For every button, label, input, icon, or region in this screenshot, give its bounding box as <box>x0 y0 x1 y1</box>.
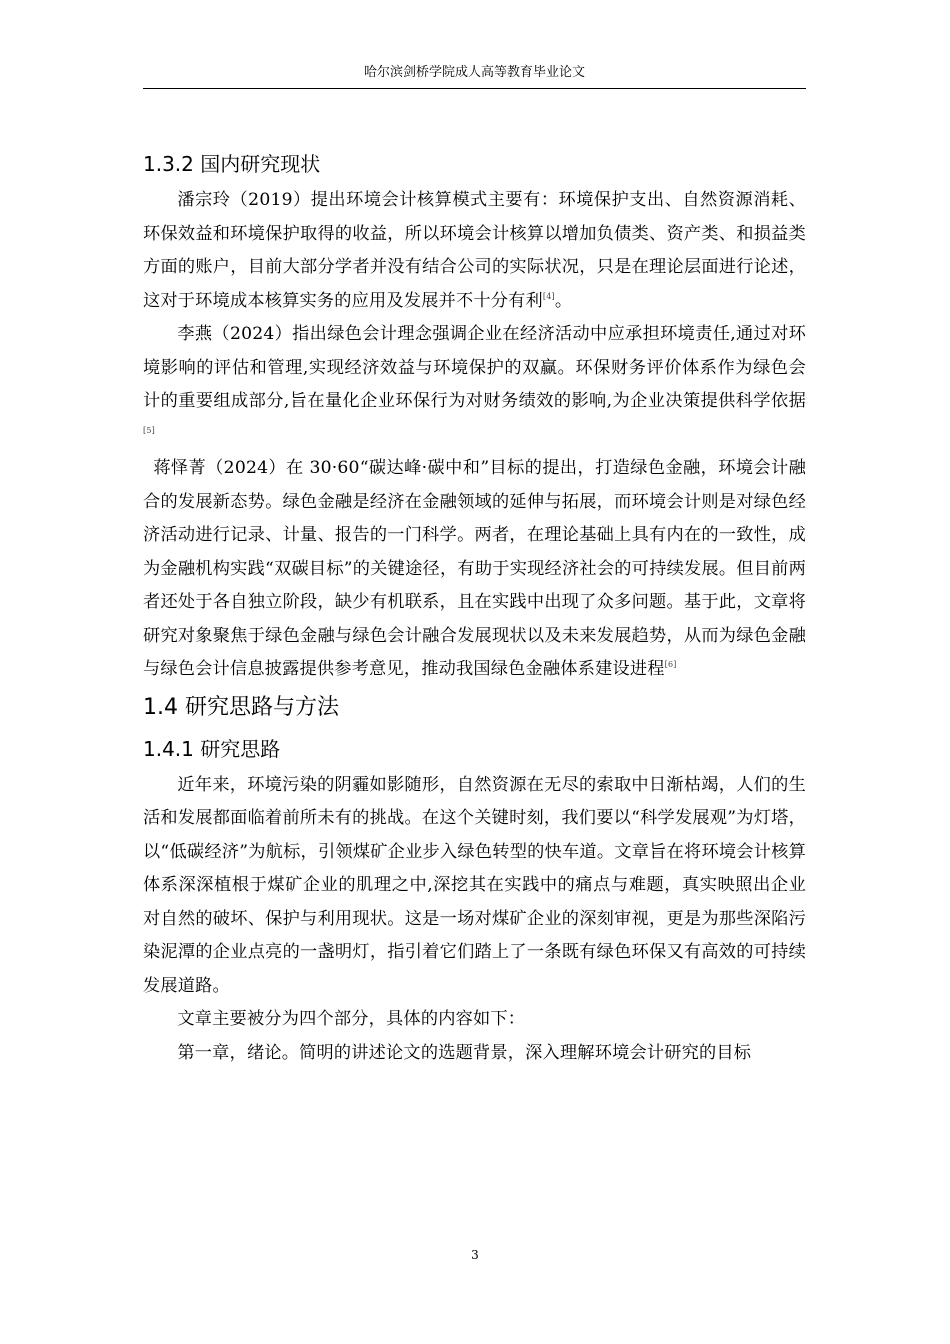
paragraph-pan-text: 潘宗玲（2019）提出环境会计核算模式主要有：环境保护支出、自然资源消耗、环保效益和环境保护取得的收益，所以环境会计核算以增加负债类、资产类、和损益类方面的账户，目前大部分学者并没有结合公司的实际状况，只是在理论层面进行论述，这对于环境成本核算实务的应用及发展并不十分有利 <box>143 190 806 311</box>
section-1-4-1-title: 1.4.1 研究思路 <box>143 736 281 761</box>
paragraph-research-idea: 近年来，环境污染的阴霾如影随形，自然资源在无尽的索取中日渐枯竭，人们的生活和发展都面临着前所未有的挑战。在这个关键时刻，我们要以“科学发展观”为灯塔，以“低碳经济”为航标，引领煤矿企业步入绿色转型的快车道。文章旨在将环境会计核算体系深深植根于煤矿企业的肌理之中,深挖其在实践中的痛点与难题，真实映照出企业对自然的破坏、保护与利用现状。这是一场对煤矿企业的深刻审视，更是为那些深陷污染泥潭的企业点亮的一盏明灯，指引着它们踏上了一条既有绿色环保又有高效的可持续发展道路。 <box>143 774 806 996</box>
header-rule <box>143 88 806 89</box>
paragraph-chapter-one: 第一章，绪论。简明的讲述论文的选题背景，深入理解环境会计研究的目标 <box>177 1042 752 1063</box>
paragraph-li <box>143 318 806 452</box>
paragraph-jiang <box>143 452 806 687</box>
paragraph-structure-intro: 文章主要被分为四个部分，具体的内容如下： <box>177 1009 526 1029</box>
page-body <box>143 144 806 1070</box>
paragraph-pan <box>143 184 806 318</box>
citation-4: [4] <box>542 291 555 301</box>
paragraph-li-text: 李燕（2024）指出绿色会计理念强调企业在经济活动中应承担环境责任,通过对环境影响的评估和管理,实现经济效益与环境保护的双赢。环保财务评价体系作为绿色会计的重要组成部分,旨在量化企业环保行为对财务绩效的影响,为企业决策提供科学依据 <box>143 324 806 411</box>
section-1-3-2-title: 1.3.2 国内研究现状 <box>143 152 321 176</box>
section-1-4-title: 1.4 研究思路与方法 <box>143 694 339 720</box>
paragraph-jiang-text: 蒋怿菁（2024）在 30·60“碳达峰·碳中和”目标的提出，打造绿色金融，环境会计融合的发展新态势。绿色金融是经济在金融领域的延伸与拓展，而环境会计则是对绿色经济活动进行记录、计量、报告的一门科学。两者，在理论基础上具有内在的一致性，成为金融机构实践“双碳目标”的关键途径，有助于实现经济社会的可持续发展。但目前两者还处于各自独立阶段，缺少有机联系，且在实践中出现了众多问题。基于此，文章将研究对象聚焦于绿色金融与绿色会计融合发展现状以及未来发展趋势，从而为绿色金融与绿色会计信息披露提供参考意见，推动我国绿色金融体系建设进程 <box>143 458 806 679</box>
page-number: 3 <box>471 1248 479 1262</box>
paragraph-pan-end: 。 <box>554 290 573 311</box>
citation-5: [5] <box>143 425 155 435</box>
citation-6: [6] <box>664 660 677 669</box>
running-header: 哈尔滨剑桥学院成人高等教育毕业论文 <box>363 65 585 80</box>
